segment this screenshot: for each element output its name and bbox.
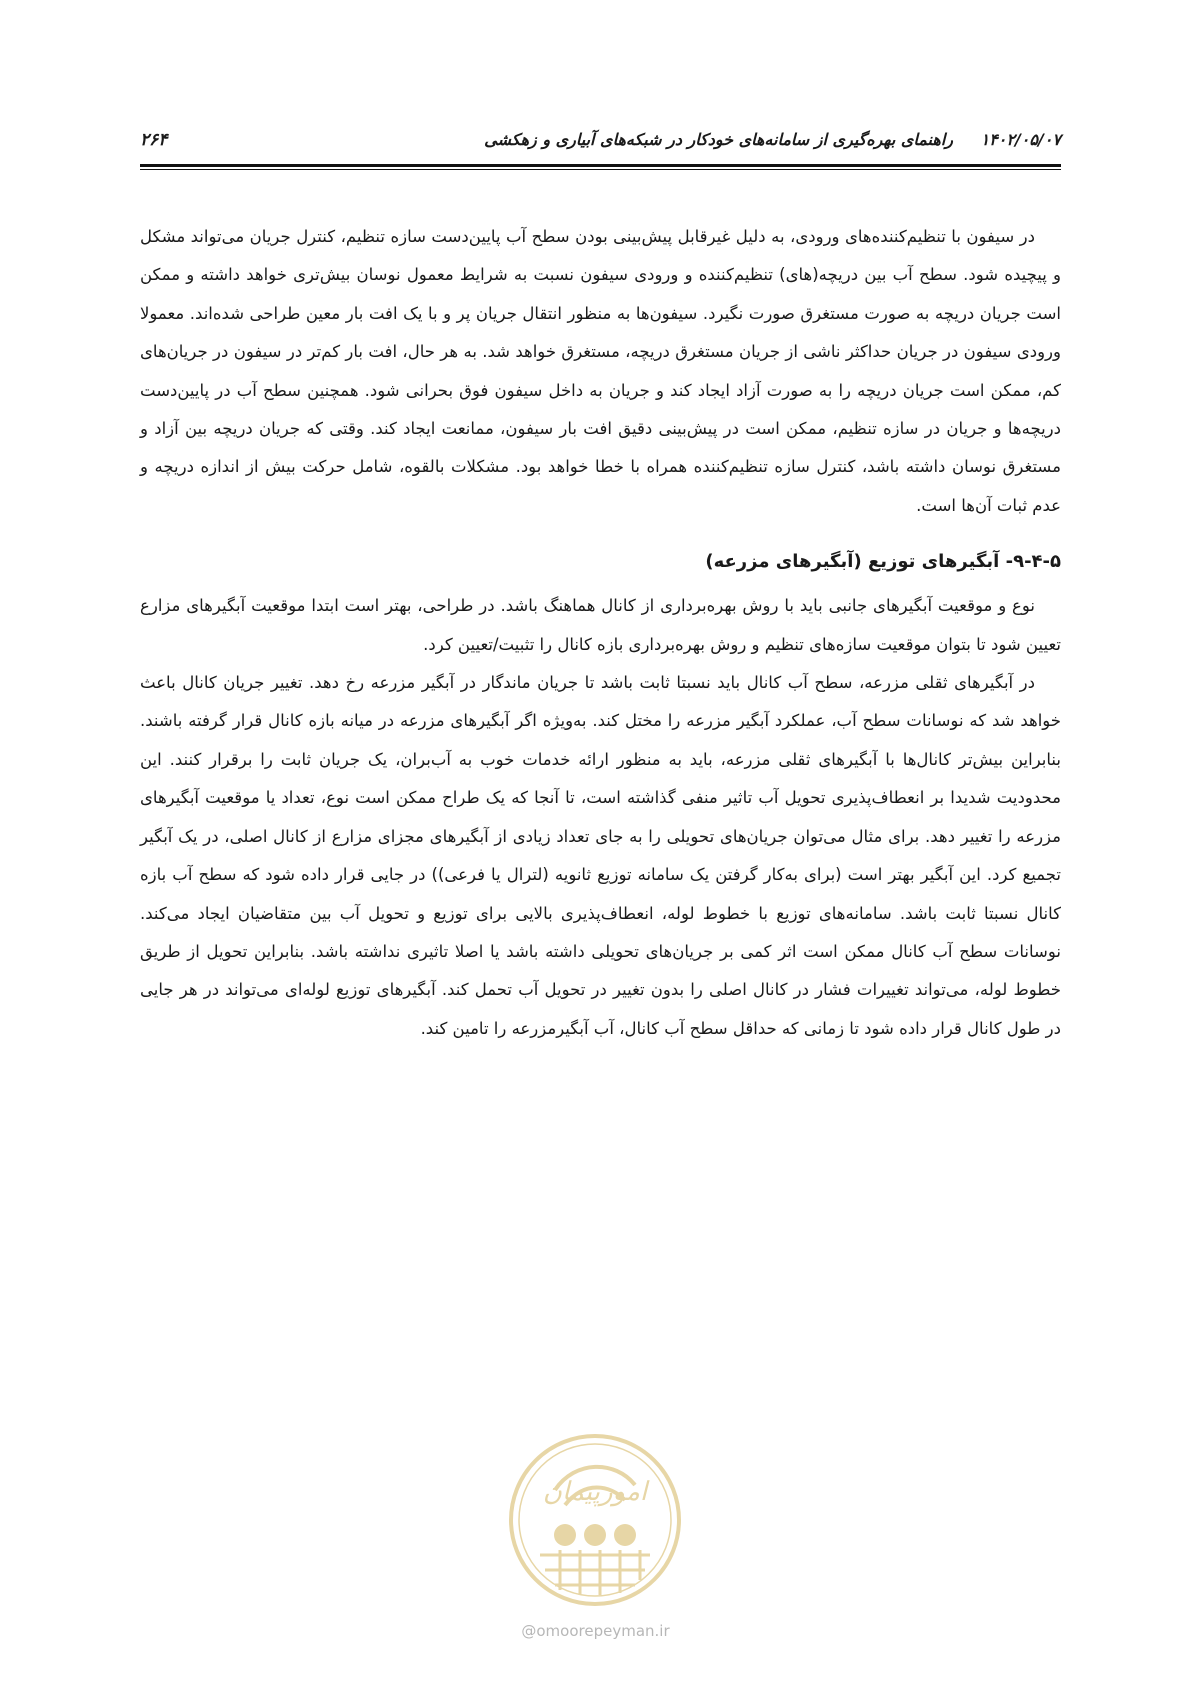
header-title: راهنمای بهره‌گیری از سامانه‌های خودکار در شبکه‌های آبیاری و زهکشی [484,130,953,149]
section-heading: ۹-۴-۵- آبگیرهای توزیع (آبگیرهای مزرعه) [705,551,1061,573]
logo-seal-icon [505,1430,685,1610]
paragraph-turnout-type: نوع و موقعیت آبگیرهای جانبی باید با روش بهره‌برداری از کانال هماهنگ باشد. در طراحی، بهتر است ابتدا موقعیت آبگیرهای مزارع تعیین شود تا بتوان موقعیت سازه‌های تنظیم و روش بهره‌برداری بازه کانال را تثبیت/تعیین کرد. [140,596,1061,654]
website-url: @omoorepeyman.ir [521,1622,670,1640]
page-header [140,130,1061,154]
header-date: ۱۴۰۲/۰۵/۰۷ [980,130,1061,149]
page-number: ۲۶۴ [140,130,168,150]
header-rule-thin [140,169,1061,170]
page-content [140,218,1061,1048]
running-header [484,130,1061,149]
watermark-logo [505,1430,685,1610]
svg-text:امورپیمان: امورپیمان [542,1477,648,1507]
paragraph-gravity-turnouts: در آبگیرهای ثقلی مزرعه، سطح آب کانال باید نسبتا ثابت باشد تا جریان ماندگار در آبگیر مزرعه رخ دهد. تغییر جریان کانال باعث خواهد شد که نوسانات سطح آب، عملکرد آبگیر مزرعه را مختل کند. به‌ویژه اگر آبگیرهای مزرعه در میانه بازه کانال قرار گرفته باشند. بنابراین بیش‌تر کانال‌ها با آبگیرهای ثقلی مزرعه، باید به منظور ارائه خدمات خوب به آب‌بران، یک جریان ثابت را برقرار کنند. این محدودیت شدیدا بر انعطاف‌پذیری تحویل آب تاثیر منفی گذاشته است، تا آنجا که یک طراح ممکن است نوع، تعداد یا موقعیت آبگیرهای مزرعه را تغییر دهد. برای مثال می‌توان جریان‌های تحویلی را به جای تعداد زیادی از آبگیرهای مجزای مزارع از کانال اصلی، در یک آبگیر تجمیع کرد. این آبگیر بهتر است (برای به‌کار گرفتن یک سامانه توزیع ثانویه (لترال یا فرعی)) در جایی قرار داده شود که سطح آب بازه کانال نسبتا ثابت باشد. سامانه‌های توزیع با خطوط لوله، انعطاف‌پذیری بالایی برای توزیع و تحویل آب بین متقاضیان ایجاد می‌کند. نوسانات سطح آب کانال ممکن است اثر کمی بر جریان‌های تحویلی داشته باشد یا اصلا تاثیری نداشته باشد. بنابراین تحویل از طریق خطوط لوله، می‌تواند تغییرات فشار در کانال اصلی را بدون تغییر در تحویل آب تحمل کند. آبگیرهای توزیع لوله‌ای می‌تواند در هر جایی در طول کانال قرار داده شود تا زمانی که حداقل سطح آب کانال، آب آبگیرمزرعه را تامین کند. [140,673,1061,1038]
header-rule [140,164,1061,167]
paragraph-siphon: در سیفون با تنظیم‌کننده‌های ورودی، به دلیل غیرقابل پیش‌بینی بودن سطح آب پایین‌دست سازه تنظیم، کنترل جریان می‌تواند مشکل و پیچیده شود. سطح آب بین دریچه(های) تنظیم‌کننده و ورودی سیفون نسبت به شرایط معمول نوسان بیش‌تری خواهد داشته و ممکن است جریان دریچه به صورت مستغرق صورت نگیرد. سیفون‌ها به منظور انتقال جریان پر و با یک افت بار معین طراحی شده‌اند. معمولا ورودی سیفون در جریان حداکثر ناشی از جریان مستغرق دریچه، مستغرق خواهد شد. به هر حال، افت بار کم‌تر در سیفون در جریان‌های کم، ممکن است جریان دریچه را به صورت آزاد ایجاد کند و جریان به داخل سیفون فوق بحرانی شود. همچنین سطح آب در پایین‌دست دریچه‌ها و جریان در سازه تنظیم، ممکن است در پیش‌بینی دقیق افت بار سیفون، ممانعت ایجاد کند. وقتی که جریان دریچه بین آزاد و مستغرق نوسان داشته باشد، کنترل سازه تنظیم‌کننده همراه با خطا خواهد بود. مشکلات بالقوه، شامل حرکت بیش از اندازه دریچه و عدم ثبات آن‌ها است. [140,227,1061,515]
